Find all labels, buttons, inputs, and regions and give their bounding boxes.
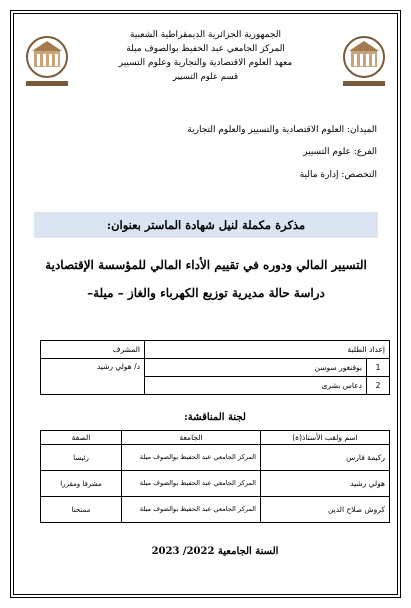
institute-name: معهد العلوم الاقتصادية والتجارية وعلوم التسيير [118, 58, 293, 68]
university-logo-right-icon [339, 35, 389, 91]
member-university: المركز الجامعي عبد الحفيظ بوالصوف ميلة [122, 471, 261, 497]
member-name: كروش صلاح الدين [261, 497, 390, 523]
member-role: رئيسا [41, 445, 122, 471]
member-university: المركز الجامعي عبد الحفيظ بوالصوف ميلة [122, 497, 261, 523]
academic-year: السنة الجامعية 2022/ 2023 [151, 546, 279, 557]
member-name: ركيمة فارس [261, 445, 390, 471]
students-table [40, 340, 390, 395]
department-name: قسم علوم التسيير [172, 72, 239, 82]
thesis-banner: مذكرة مكملة لنيل شهادة الماستر بعنوان: [34, 212, 378, 238]
student-name: بوقنغور سوسن [145, 359, 367, 377]
table-row [41, 497, 390, 523]
supervisor-header: المشرف [41, 341, 145, 359]
role-header: الصفة [41, 431, 122, 445]
specialty-line: التخصص: إدارة مالية [299, 170, 377, 180]
student-number: 2 [367, 377, 390, 395]
member-university: المركز الجامعي عبد الحفيظ بوالصوف ميلة [122, 445, 261, 471]
student-name: دعاس بشرى [145, 377, 367, 395]
table-row [41, 341, 390, 359]
committee-title: لجنة المناقشة: [184, 412, 246, 423]
thesis-title-line1: التسيير المالي ودوره في تقييم الأداء المالي للمؤسسة الإقتصادية [45, 258, 367, 272]
university-header: الجامعة [122, 431, 261, 445]
republic-name: الجمهورية الجزائرية الديمقراطية الشعبية [130, 30, 281, 40]
student-number: 1 [367, 359, 390, 377]
table-header-row [41, 431, 390, 445]
students-header: إعداد الطلبة [145, 341, 390, 359]
university-center-name: المركز الجامعي عبد الحفيظ بوالصوف ميلة [126, 44, 285, 54]
table-row [41, 359, 390, 377]
member-role: مشرفا ومقررا [41, 471, 122, 497]
branch-line: الفرع: علوم التسيير [303, 147, 377, 157]
institution-header [80, 28, 331, 84]
member-name: هولي رشيد [261, 471, 390, 497]
committee-table [40, 430, 390, 523]
supervisor-name: د/ هولي رشيد [41, 359, 145, 395]
field-line: الميدان: العلوم الاقتصادية والتسيير والعلوم التجارية [187, 125, 377, 135]
thesis-title-line2: دراسة حالة مديرية توزيع الكهرباء والغاز – ميلة– [87, 286, 325, 300]
member-role: ممتحنا [41, 497, 122, 523]
table-row [41, 471, 390, 497]
university-logo-left-icon [22, 35, 72, 91]
name-header: اسم ولقب الأستاذ(ة) [261, 431, 390, 445]
table-row [41, 445, 390, 471]
